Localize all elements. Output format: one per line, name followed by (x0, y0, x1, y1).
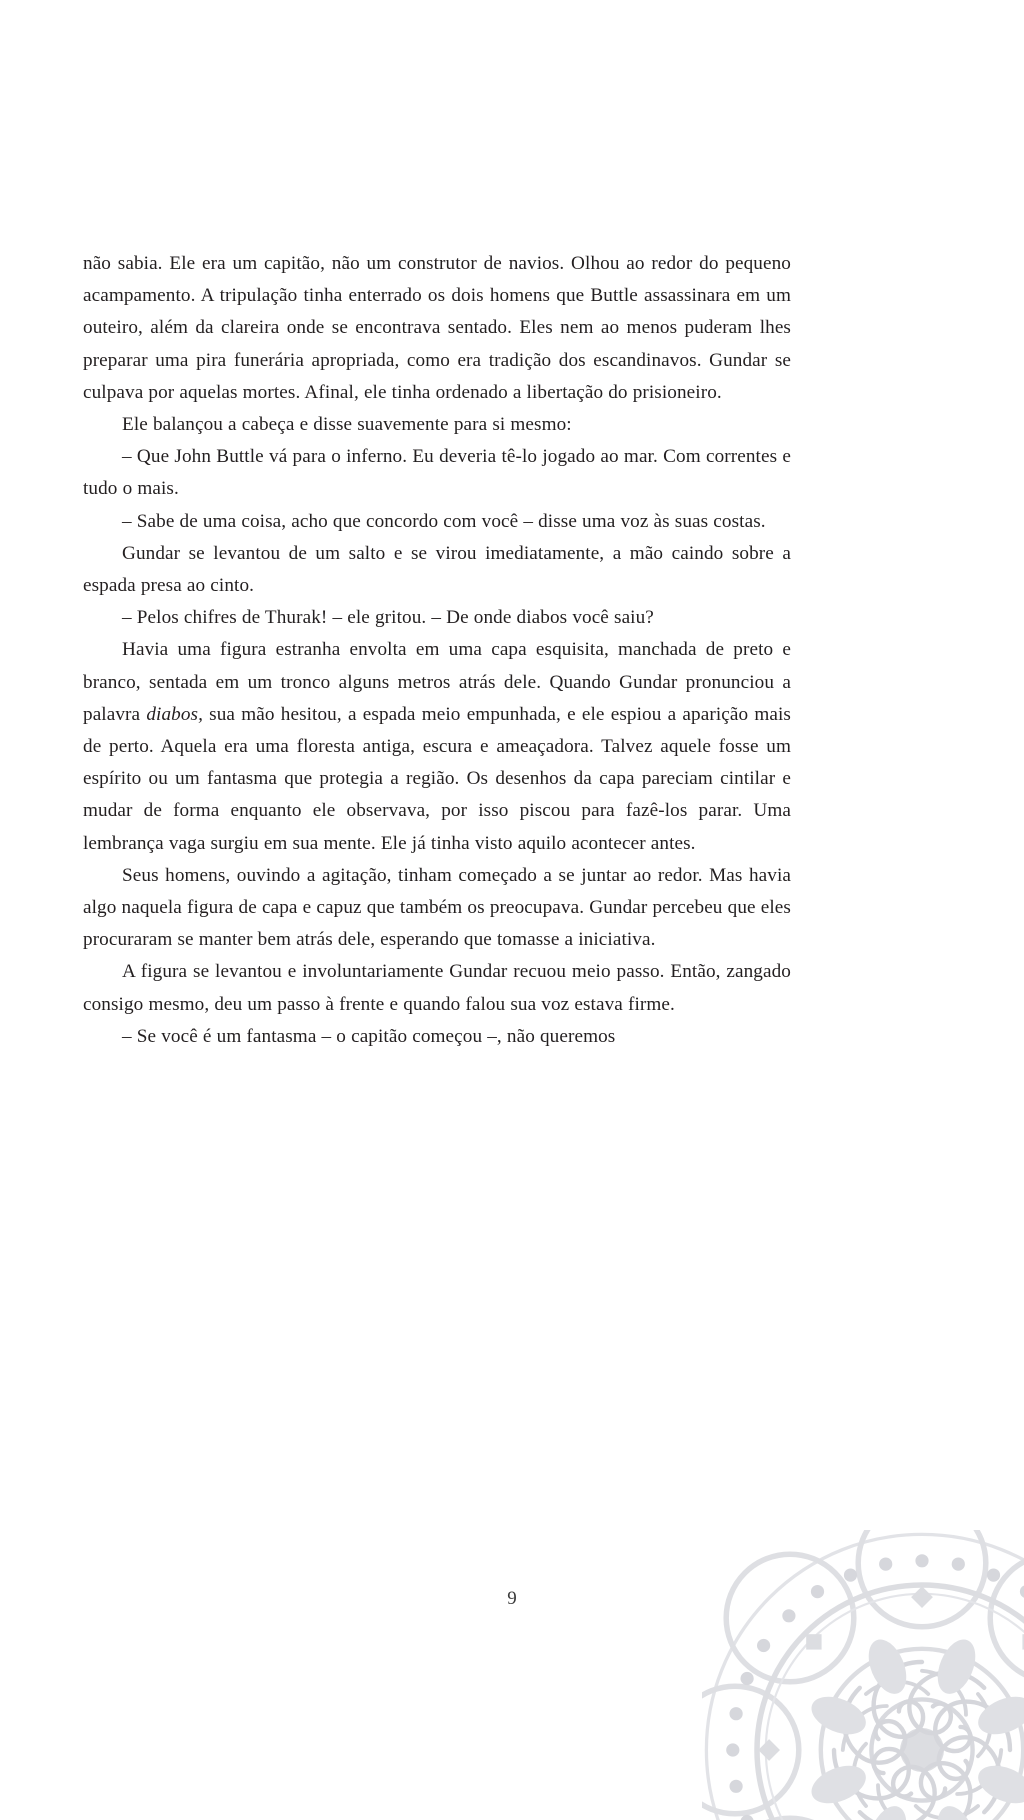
paragraph (83, 441, 791, 505)
paragraph (83, 956, 791, 1020)
paragraph (83, 409, 791, 441)
text-run: não sabia. Ele era um capitão, não um construtor de navios. Olhou ao redor do pequeno acampamento. A tripulação tinha enterrado os dois homens que Buttle assassinara em um outeiro, além da clareira onde se encontrava sentado. Eles nem ao menos puderam lhes preparar uma pira funerária apropriada, como era tradição dos escandinavos. Gundar se culpava por aquelas mortes. Afinal, ele tinha ordenado a libertação do prisioneiro. (83, 253, 791, 403)
paragraph (83, 602, 791, 634)
text-run: A figura se levantou e involuntariamente Gundar recuou meio passo. Então, zangado consigo mesmo, deu um passo à frente e quando falou sua voz estava firme. (83, 961, 791, 1015)
text-run: – Que John Buttle vá para o inferno. Eu deveria tê-lo jogado ao mar. Com correntes e tudo o mais. (83, 446, 791, 500)
text-run: – Pelos chifres de Thurak! – ele gritou. – De onde diabos você saiu? (122, 607, 654, 629)
text-run: Seus homens, ouvindo a agitação, tinham começado a se juntar ao redor. Mas havia algo naquela figura de capa e capuz que também os preocupava. Gundar percebeu que eles procuraram se manter bem atrás dele, esperando que tomasse a iniciativa. (83, 864, 791, 951)
paragraph (83, 248, 791, 409)
paragraph (83, 860, 791, 957)
text-run: – Sabe de uma coisa, acho que concordo com você – disse uma voz às suas costas. (122, 510, 766, 532)
text-run: – Se você é um fantasma – o capitão começou –, não queremos (122, 1025, 616, 1047)
paragraph (83, 1021, 791, 1053)
text-run: sua mão hesitou, a espada meio empunhada, e ele espiou a aparição mais de perto. Aquela era uma floresta antiga, escura e ameaçadora. Talvez aquele fosse um espírito ou um fantasma que protegia a região. Os desenhos da capa pareciam cintilar e mudar de forma enquanto ele observava, por isso piscou para fazê-los parar. Uma lembrança vaga surgiu em sua mente. Ele já tinha visto aquilo acontecer antes. (83, 703, 791, 854)
corner-mandala-ornament (702, 1530, 1024, 1820)
paragraph (83, 506, 791, 538)
page-number: 9 (507, 1588, 517, 1609)
text-run: Gundar se levantou de um salto e se virou imediatamente, a mão caindo sobre a espada presa ao cinto. (83, 542, 791, 597)
emphasis-run: diabos, (146, 703, 203, 725)
body-text-column (83, 248, 791, 1053)
paragraph (83, 634, 791, 859)
text-run: Havia uma figura estranha envolta em uma capa esquisita, manchada de preto e branco, sentada em um tronco alguns metros atrás dele. Quando Gundar pronunciou a palavra (83, 639, 791, 725)
paragraph (83, 538, 791, 602)
text-run: Ele balançou a cabeça e disse suavemente para si mesmo: (122, 414, 572, 436)
